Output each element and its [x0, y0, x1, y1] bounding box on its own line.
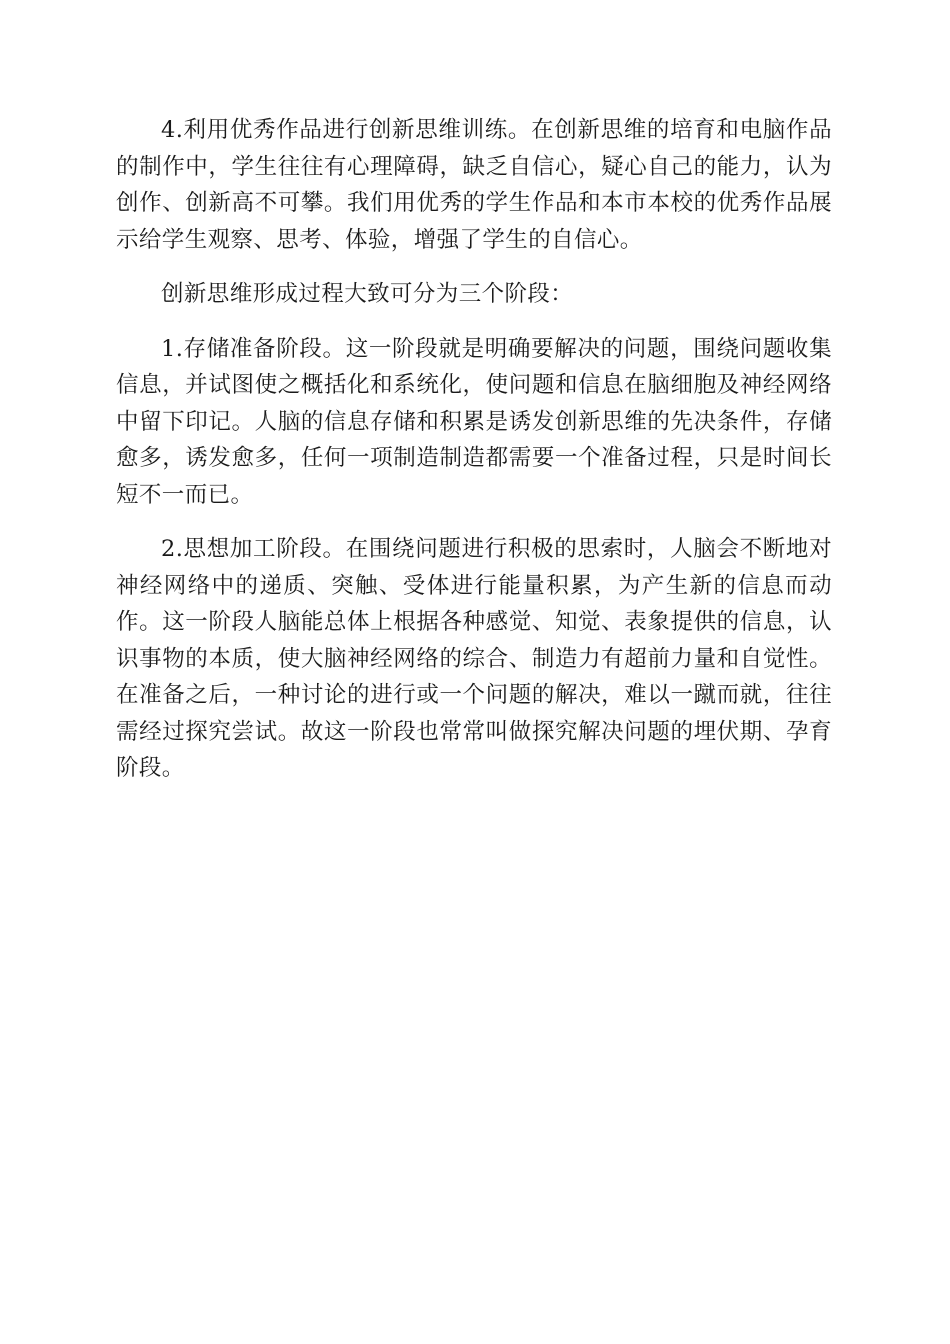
document-body — [116, 112, 832, 805]
paragraph-stages-intro: 创新思维形成过程大致可分为三个阶段： — [161, 281, 574, 307]
paragraph-innovation-training: 4.利用优秀作品进行创新思维训练。在创新思维的培育和电脑作品的制作中，学生往往有心理障碍，缺乏自信心，疑心自己的能力，认为创作、创新高不可攀。我们用优秀的学生作品和本市本校的优秀作品展示给学生观察、思考、体验，增强了学生的自信心。 — [116, 117, 832, 253]
paragraph-stage-processing: 2.思想加工阶段。在围绕问题进行积极的思索时，人脑会不断地对神经网络中的递质、突触、受体进行能量积累，为产生新的信息而动作。这一阶段人脑能总体上根据各种感觉、知觉、表象提供的信息，认识事物的本质，使大脑神经网络的综合、制造力有超前力量和自觉性。在准备之后，一种讨论的进行或一个问题的解决，难以一蹴而就，往往需经过探究尝试。故这一阶段也常常叫做探究解决问题的埋伏期、孕育阶段。 — [116, 536, 832, 781]
paragraph-stage-storage: 1.存储准备阶段。这一阶段就是明确要解决的问题，围绕问题收集信息，并试图使之概括化和系统化，使问题和信息在脑细胞及神经网络中留下印记。人脑的信息存储和积累是诱发创新思维的先决条件，存储愈多，诱发愈多，任何一项制造制造都需要一个准备过程，只是时间长短不一而已。 — [116, 335, 832, 508]
